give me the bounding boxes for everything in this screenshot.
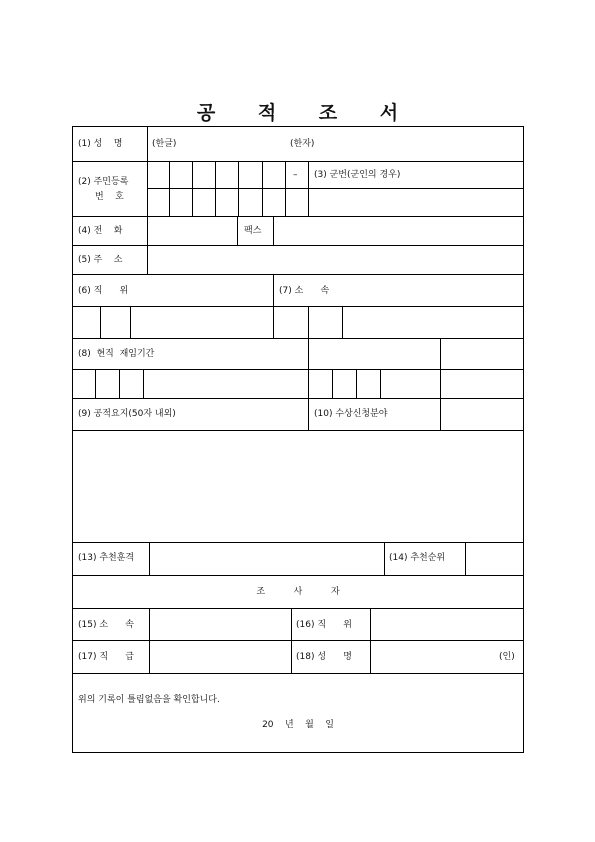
- row-divider: [72, 245, 524, 246]
- confirmation-date: 20 년 월 일: [262, 720, 334, 730]
- col-divider: [149, 608, 150, 673]
- col-divider: [130, 306, 131, 338]
- fax-label: 팩스: [244, 226, 262, 236]
- col-divider: [440, 338, 441, 430]
- rrn-box-line: [169, 161, 170, 216]
- rrn-box-line: [238, 161, 239, 216]
- col-divider: [143, 369, 144, 398]
- investigator-header: 조 사 자: [256, 587, 340, 597]
- affiliation-label: (7) 소 속: [279, 286, 330, 296]
- col-divider: [356, 369, 357, 398]
- name-label: (1) 성 명: [78, 139, 123, 149]
- name-hanja-label: (한자): [290, 139, 315, 149]
- rrn-box-line: [308, 161, 309, 216]
- investigator-affiliation-label: (15) 소 속: [78, 620, 134, 630]
- col-divider: [342, 306, 343, 338]
- col-divider: [308, 306, 309, 338]
- achievement-summary-label: (9) 공적요지(50자 내외): [78, 409, 176, 419]
- document-title: 공 적 조 서: [196, 102, 417, 124]
- rrn-box-line: [262, 161, 263, 216]
- col-divider: [95, 369, 96, 398]
- col-divider: [380, 369, 381, 398]
- row-divider: [72, 398, 524, 399]
- row-divider: [72, 608, 524, 609]
- col-divider: [237, 216, 238, 245]
- col-divider: [119, 369, 120, 398]
- rrn-label-2: 번 호: [95, 192, 124, 202]
- col-divider: [149, 542, 150, 575]
- investigator-position-label: (16) 직 위: [296, 620, 352, 630]
- rrn-box-line: [285, 161, 286, 216]
- award-field-label: (10) 수상신청분야: [314, 409, 388, 419]
- col-divider: [291, 608, 292, 673]
- phone-label: (4) 전 화: [78, 226, 123, 236]
- rrn-dash: –: [293, 170, 298, 180]
- row-divider: [147, 188, 524, 189]
- tenure-label: (8) 현직 재임기간: [78, 349, 155, 359]
- col-divider: [384, 542, 385, 575]
- military-number-label: (3) 군번(군인의 경우): [314, 170, 401, 180]
- address-label: (5) 주 소: [78, 255, 123, 265]
- col-divider: [100, 306, 101, 338]
- rrn-label: (2) 주민등록: [78, 177, 129, 187]
- rrn-box-line: [192, 161, 193, 216]
- investigator-name-label: (18) 성 명: [296, 652, 352, 662]
- rrn-box-line: [215, 161, 216, 216]
- col-divider: [308, 338, 309, 430]
- investigator-grade-label: (17) 직 급: [78, 652, 134, 662]
- row-divider: [72, 338, 524, 339]
- row-divider: [72, 369, 524, 370]
- row-divider: [72, 274, 524, 275]
- seal-mark: (인): [499, 652, 515, 662]
- col-divider: [273, 216, 274, 245]
- row-divider: [72, 161, 524, 162]
- row-divider: [72, 575, 524, 576]
- col-divider: [465, 542, 466, 575]
- col-divider: [147, 126, 148, 274]
- row-divider: [72, 216, 524, 217]
- col-divider: [273, 274, 274, 338]
- row-divider: [72, 673, 524, 674]
- recommend-grade-label: (13) 추천훈격: [78, 553, 135, 563]
- name-korean-label: (한글): [152, 139, 177, 149]
- position-label: (6) 직 위: [78, 286, 129, 296]
- recommend-rank-label: (14) 추천순위: [389, 553, 446, 563]
- row-divider: [72, 640, 524, 641]
- col-divider: [370, 608, 371, 673]
- row-divider: [72, 542, 524, 543]
- row-divider: [72, 306, 524, 307]
- col-divider: [332, 369, 333, 398]
- confirmation-statement: 위의 기록이 틀림없음을 확인합니다.: [78, 695, 220, 705]
- row-divider: [72, 430, 524, 431]
